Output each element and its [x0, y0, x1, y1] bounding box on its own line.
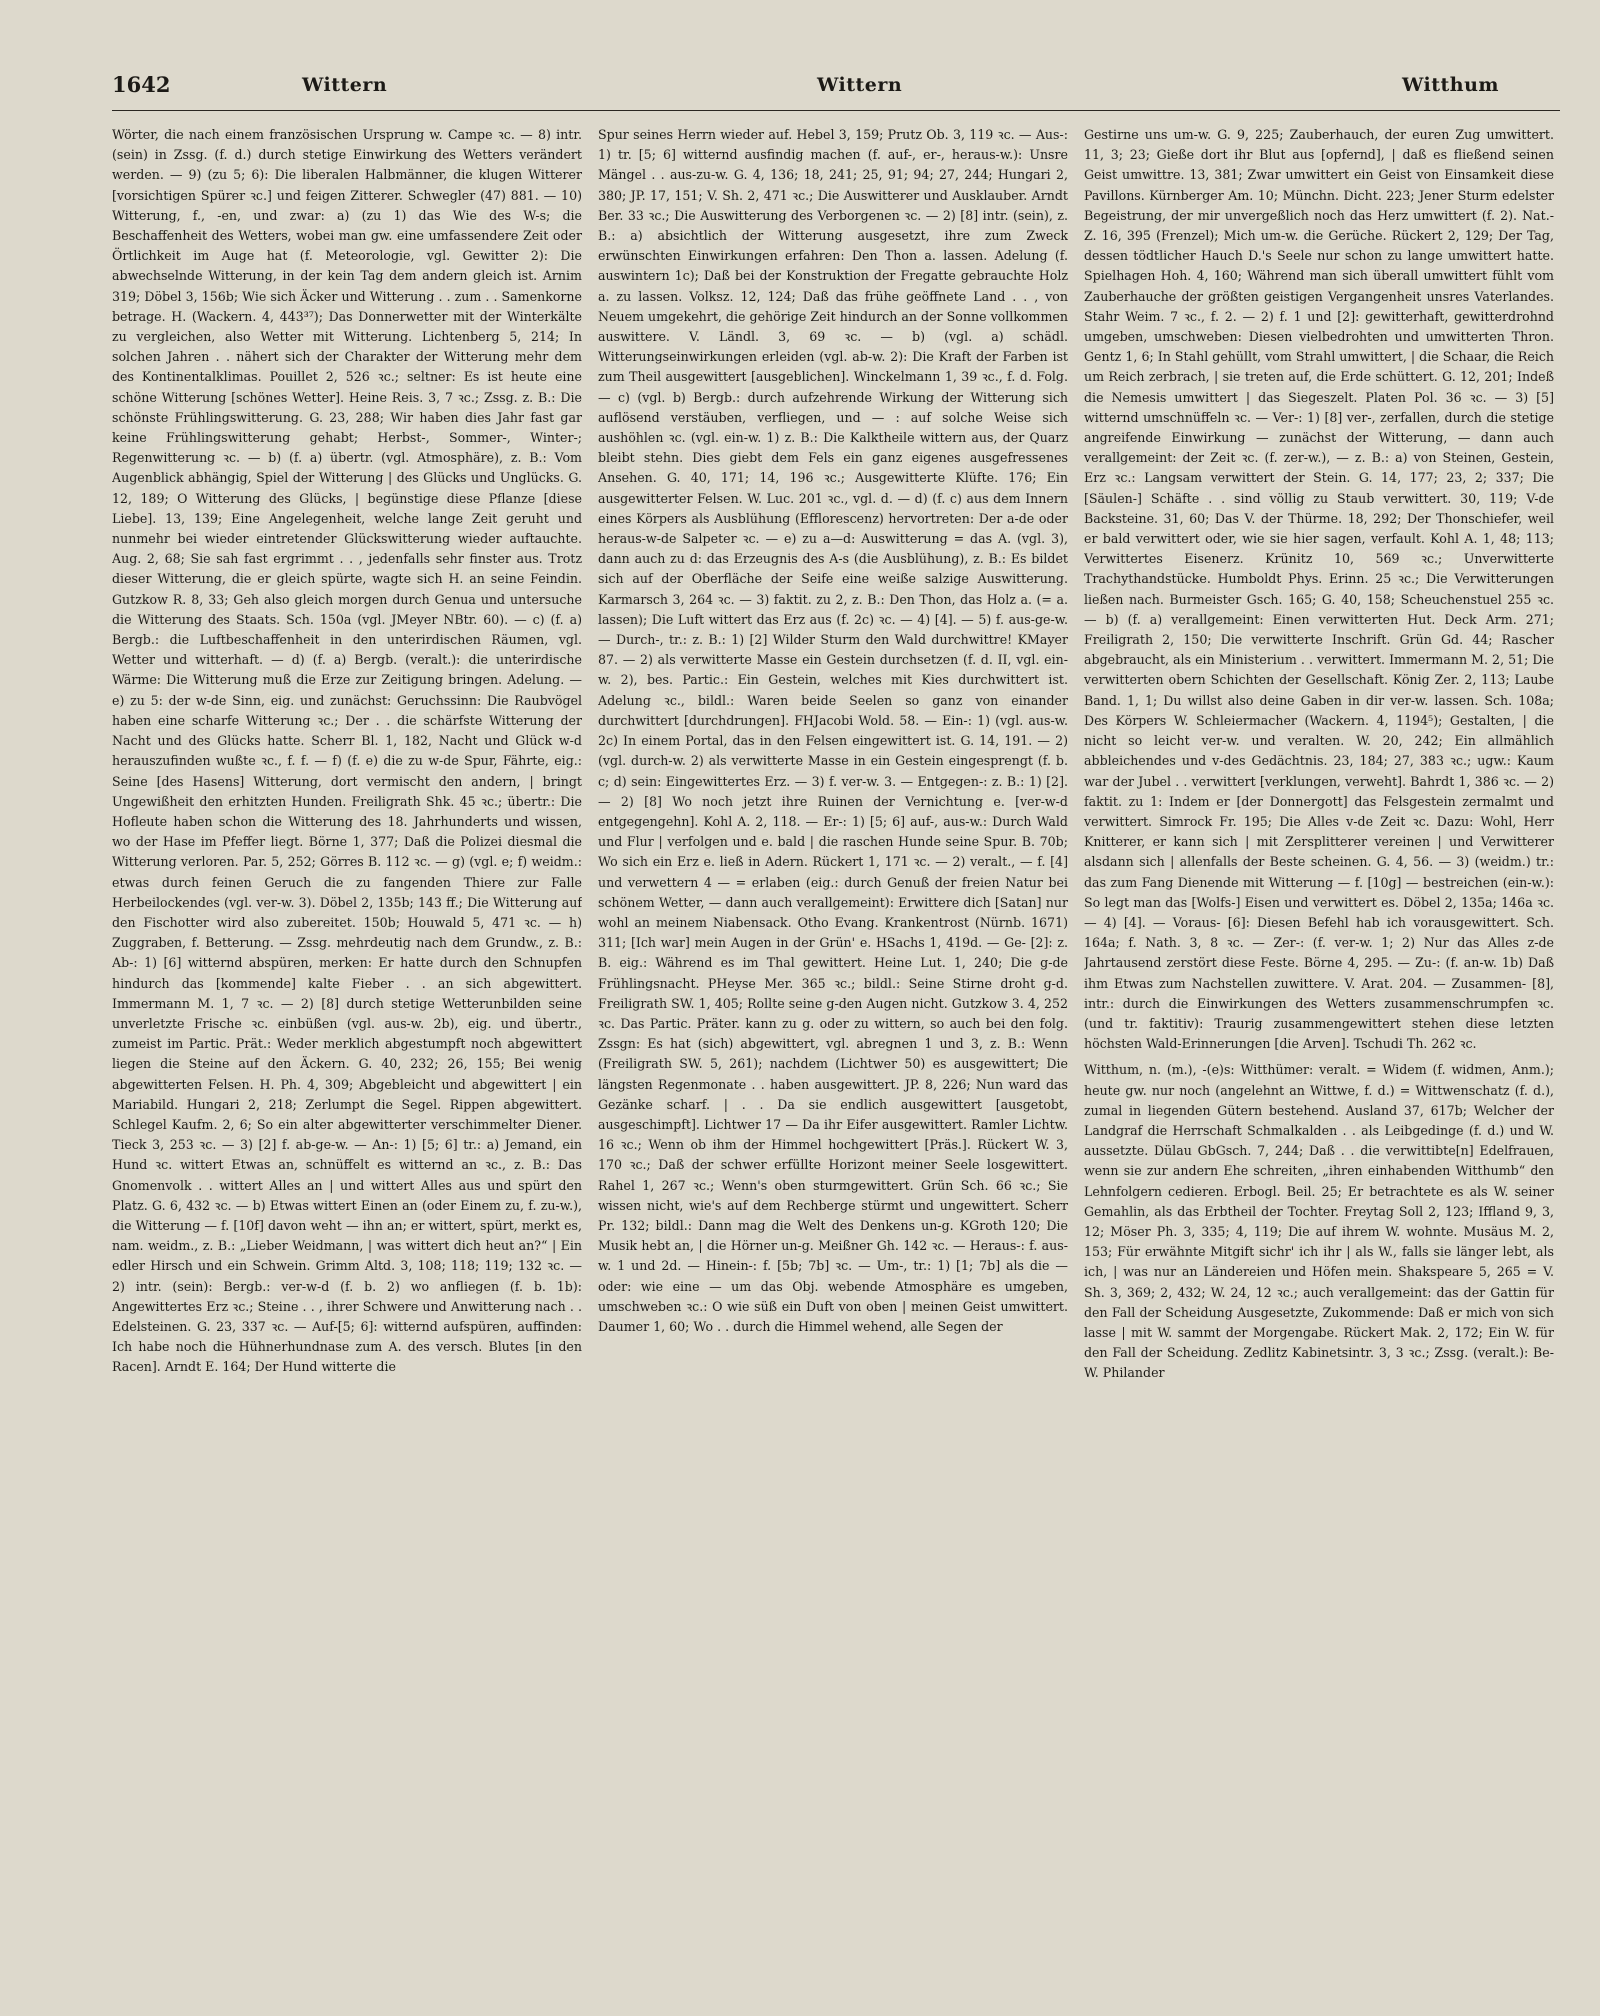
- column-middle: [598, 125, 1068, 2005]
- entry-witthum: Witthum, n. (m.), -(e)s: Witthümer: veralt. = Widem (f. widmen, Anm.); heute gw. nur noch (angelehnt an Wittwe, f. d.) = Wittwenschatz (f. d.), zumal in liegenden Gütern bestehend. Ausland 37, 617b; Welcher der Landgraf die Herrschaft Schmalkalden . . als Leibgedinge (f. d.) und W. aussetzte. Dülau GbGsch. 7, 244; Daß . . die verwittibte[n] Edelfrauen, wenn sie zur andern Ehe schreiten, „ihren einhabenden Witthumb“ den Lehnfolgern cedieren. Erbogl. Beil. 25; Er betrachtete es als W. seiner Gemahlin, als das Erbtheil der Tochter. Freytag Soll 2, 123; Iffland 9, 3, 12; Möser Ph. 3, 335; 4, 119; Die auf ihrem W. wohnte. Musäus M. 2, 153; Für erwähnte Mitgift sichr' ich ihr | als W., falls sie länger lebt, als ich, | was nur an Ländereien und Höfen mein. Shakspeare 5, 265 = V. Sh. 3, 369; 2, 432; W. 24, 12 ꝛc.; auch verallgemeint: das der Gattin für den Fall der Scheidung Ausgesetzte, Zukommende: Daß er mich von sich lasse | mit W. sammt der Morgengabe. Rückert Mak. 2, 172; Ein W. für den Fall der Scheidung. Zedlitz Kabinetsintr. 3, 3 ꝛc.; Zssg. (veralt.): Be-W. Philander: [1084, 1062, 1554, 1381]
- page-header: [112, 70, 1560, 111]
- column-paragraph: Wörter, die nach einem französischen Ursprung w. Campe ꝛc. — 8) intr. (sein) in Zssg. (f. d.) durch stetige Einwirkung des Wetters verändert werden. — 9) (zu 5; 6): Die liberalen Halbmänner, die klugen Witterer [vorsichtigen Spürer ꝛc.] und feigen Zitterer. Schwegler (47) 881. — 10) Witterung, f., -en, und zwar: a) (zu 1) das Wie des W-s; die Beschaffenheit des Wetters, wobei man gw. eine umfassendere Zeit oder Örtlichkeit im Auge hat (f. Meteorologie, vgl. Gewitter 2): Die abwechselnde Witterung, in der kein Tag dem andern gleich ist. Arnim 319; Döbel 3, 156b; Wie sich Äcker und Witterung . . zum . . Samenkorne betrage. H. (Wackern. 4, 443³⁷); Das Donnerwetter mit der Winterkälte zu vergleichen, also Wetter mit Witterung. Lichtenberg 5, 214; In solchen Jahren . . nähert sich der Charakter der Witterung mehr dem des Kontinentalklimas. Pouillet 2, 526 ꝛc.; seltner: Es ist heute eine schöne Witterung [schönes Wetter]. Heine Reis. 3, 7 ꝛc.; Zssg. z. B.: Die schönste Frühlingswitterung. G. 23, 288; Wir haben dies Jahr fast gar keine Frühlingswitterung gehabt; Herbst-, Sommer-, Winter-; Regenwitterung ꝛc. — b) (f. a) übertr. (vgl. Atmosphäre), z. B.: Vom Augenblick abhängig, Spiel der Witterung | des Glücks und Unglücks. G. 12, 189; O Witterung des Glücks, | begünstige diese Pflanze [diese Liebe]. 13, 139; Eine Angelegenheit, welche lange Zeit geruht und nunmehr bei wieder eintretender Glückswitterung wieder auftauchte. Aug. 2, 68; Sie sah fast ergrimmt . . , jedenfalls sehr finster aus. Trotz dieser Witterung, die er gleich spürte, wagte sich H. an seine Feindin. Gutzkow R. 8, 33; Geh also gleich morgen durch Genua und untersuche die Witterung des Staats. Sch. 150a (vgl. JMeyer NBtr. 60). — c) (f. a) Bergb.: die Luftbeschaffenheit in den unterirdischen Räumen, vgl. Wetter und witterhaft. — d) (f. a) Bergb. (veralt.): die unterirdische Wärme: Die Witterung muß die Erze zur Zeitigung bringen. Adelung. — e) zu 5: der w-de Sinn, eig. und zunächst: Geruchssinn: Die Raubvögel haben eine scharfe Witterung ꝛc.; Der . . die schärfste Witterung der Nacht und des Glücks hatte. Scherr Bl. 1, 182, Nacht und Glück w-d herauszufinden wußte ꝛc., f. f. — f) (f. e) die zu w-de Spur, Fährte, eig.: Seine [des Hasens] Witterung, dort vermischt den andern, | bringt Ungewißheit den erhitzten Hunden. Freiligrath Shk. 45 ꝛc.; übertr.: Die Hofleute haben schon die Witterung des 18. Jahrhunderts und wissen, wo der Hase im Pfeffer liegt. Börne 1, 377; Daß die Polizei diesmal die Witterung verloren. Par. 5, 252; Görres B. 112 ꝛc. — g) (vgl. e; f) weidm.: etwas durch feinen Geruch die zu fangenden Thiere zur Falle Herbeilockendes (vgl. ver-w. 3). Döbel 2, 135b; 143 ff.; Die Witterung auf den Fischotter wird also zubereitet. 150b; Houwald 5, 471 ꝛc. — h) Zuggraben, f. Betterung. — Zssg. mehrdeutig nach dem Grundw., z. B.: Ab-: 1) [6] witternd abspüren, merken: Er hatte durch den Schnupfen hindurch das [kommende] kalte Fieber . . an sich abgewittert. Immermann M. 1, 7 ꝛc. — 2) [8] durch stetige Wetterunbilden seine unverletzte Frische ꝛc. einbüßen (vgl. aus-w. 2b), eig. und übertr., zumeist im Partic. Prät.: Weder merklich abgestumpft noch abgewittert liegen die Steine auf den Äckern. G. 40, 232; 26, 155; Bei wenig abgewitterten Felsen. H. Ph. 4, 309; Abgebleicht und abgewittert | ein Mariabild. Hungari 2, 218; Zerlumpt die Segel. Rippen abgewittert. Schlegel Kaufm. 2, 6; So ein alter abgewitterter verschimmelter Diener. Tieck 3, 253 ꝛc. — 3) [2] f. ab-ge-w. — An-: 1) [5; 6] tr.: a) Jemand, ein Hund ꝛc. wittert Etwas an, schnüffelt es witternd an ꝛc., z. B.: Das Gnomenvolk . . wittert Alles an | und wittert Alles aus und spürt den Platz. G. 6, 432 ꝛc. — b) Etwas wittert Einen an (oder Einem zu, f. zu-w.), die Witterung — f. [10f] davon weht — ihn an; er wittert, spürt, merkt es, nam. weidm., z. B.: „Lieber Weidmann, | was wittert dich heut an?“ | Ein edler Hirsch und ein Schwein. Grimm Altd. 3, 108; 118; 119; 132 ꝛc. — 2) intr. (sein): Bergb.: ver-w-d (f. b. 2) wo anfliegen (f. b. 1b): Angewittertes Erz ꝛc.; Steine . . , ihrer Schwere und Anwitterung nach . . Edelsteinen. G. 23, 337 ꝛc. — Auf-[5; 6]: witternd aufspüren, auffinden: Ich habe noch die Hühnerhundnase zum A. des versch. Blutes [in den Racen]. Arndt E. 164; Der Hund witterte die: [112, 127, 582, 1375]
- running-head-right: Witthum: [1402, 74, 1500, 96]
- column-left: [112, 125, 582, 2005]
- running-head-left: Wittern: [302, 74, 388, 96]
- running-head-center: Wittern: [817, 74, 903, 96]
- text-columns: [112, 125, 1560, 2005]
- page-number: 1642: [112, 72, 171, 97]
- column-right: [1084, 125, 1554, 2005]
- column-paragraph: Spur seines Herrn wieder auf. Hebel 3, 159; Prutz Ob. 3, 119 ꝛc. — Aus-: 1) tr. [5; 6] witternd ausfindig machen (f. auf-, er-, heraus-w.): Unsre Mängel . . aus-zu-w. G. 4, 136; 18, 241; 25, 91; 94; 27, 244; Hungari 2, 380; JP. 17, 151; V. Sh. 2, 471 ꝛc.; Die Auswitterer und Ausklauber. Arndt Ber. 33 ꝛc.; Die Auswitterung des Verborgenen ꝛc. — 2) [8] intr. (sein), z. B.: a) absichtlich der Witterung ausgesetzt, ihre zum Zweck erwünschten Einwirkungen erfahren: Den Thon a. lassen. Adelung (f. auswintern 1c); Daß bei der Konstruktion der Fregatte gebrauchte Holz a. zu lassen. Volksz. 12, 124; Daß das frühe geöffnete Land . . , von Neuem umgekehrt, die gehörige Zeit hindurch an der Sonne vollkommen auswittere. V. Ländl. 3, 69 ꝛc. — b) (vgl. a) schädl. Witterungseinwirkungen erleiden (vgl. ab-w. 2): Die Kraft der Farben ist zum Theil ausgewittert [ausgeblichen]. Winckelmann 1, 39 ꝛc., f. d. Folg. — c) (vgl. b) Bergb.: durch aufzehrende Wirkung der Witterung sich auflösend verstäuben, verfliegen, und — : auf solche Weise sich aushöhlen ꝛc. (vgl. ein-w. 1) z. B.: Die Kalktheile wittern aus, der Quarz bleibt stehn. Dies giebt dem Fels ein ganz eigenes ausgefressenes Ansehen. G. 40, 171; 14, 196 ꝛc.; Ausgewitterte Klüfte. 176; Ein ausgewitterter Felsen. W. Luc. 201 ꝛc., vgl. d. — d) (f. c) aus dem Innern eines Körpers als Ausblühung (Efflorescenz) hervortreten: Der a-de oder heraus-w-de Salpeter ꝛc. — e) zu a—d: Auswitterung = das A. (vgl. 3), dann auch zu d: das Erzeugnis des A-s (die Ausblühung), z. B.: Es bildet sich auf der Oberfläche der Seife eine weiße salzige Auswitterung. Karmarsch 3, 264 ꝛc. — 3) faktit. zu 2, z. B.: Den Thon, das Holz a. (= a. lassen); Die Luft wittert das Erz aus (f. 2c) ꝛc. — 4) [4]. — 5) f. aus-ge-w. — Durch-, tr.: z. B.: 1) [2] Wilder Sturm den Wald durchwittre! KMayer 87. — 2) als verwitterte Masse ein Gestein durchsetzen (f. d. II, vgl. ein-w. 2), bes. Partic.: Ein Gestein, welches mit Kies durchwittert ist. Adelung ꝛc., bildl.: Waren beide Seelen so ganz von einander durchwittert [durchdrungen]. FHJacobi Wold. 58. — Ein-: 1) (vgl. aus-w. 2c) In einem Portal, das in den Felsen eingewittert ist. G. 14, 191. — 2) (vgl. durch-w. 2) als verwitterte Masse in ein Gestein eingesprengt (f. b. c; d) sein: Eingewittertes Erz. — 3) f. ver-w. 3. — Entgegen-: z. B.: 1) [2]. — 2) [8] Wo noch jetzt ihre Ruinen der Vernichtung e. [ver-w-d entgegengehn]. Kohl A. 2, 118. — Er-: 1) [5; 6] auf-, aus-w.: Durch Wald und Flur | verfolgen und e. bald | die raschen Hunde seine Spur. B. 70b; Wo sich ein Erz e. ließ in Adern. Rückert 1, 171 ꝛc. — 2) veralt., — f. [4] und verwettern 4 — = erlaben (eig.: durch Genuß der freien Natur bei schönem Wetter, — dann auch verallgemeint): Erwittere dich [Satan] nur wohl an meinem Niabensack. Otho Evang. Krankentrost (Nürnb. 1671) 311; [Ich war] mein Augen in der Grün' e. HSachs 1, 419d. — Ge- [2]: z. B. eig.: Während es im Thal gewittert. Heine Lut. 1, 240; Die g-de Frühlingsnacht. PHeyse Mer. 365 ꝛc.; bildl.: Seine Stirne droht g-d. Freiligrath SW. 1, 405; Rollte seine g-den Augen nicht. Gutzkow 3. 4, 252 ꝛc. Das Partic. Präter. kann zu g. oder zu wittern, so auch bei den folg. Zssgn: Es hat (sich) abgewittert, vgl. abregnen 1 und 3, z. B.: Wenn (Freiligrath SW. 5, 261); nachdem (Lichtwer 50) es ausgewittert; Die längsten Regenmonate . . haben ausgewittert. JP. 8, 226; Nun ward das Gezänke scharf. | . . Da sie endlich ausgewittert [ausgetobt, ausgeschimpft]. Lichtwer 17 — Da ihr Eifer ausgewittert. Ramler Lichtw. 16 ꝛc.; Wenn ob ihm der Himmel hochgewittert [Präs.]. Rückert W. 3, 170 ꝛc.; Daß der schwer erfüllte Horizont meiner Seele losgewittert. Rahel 1, 267 ꝛc.; Wenn's oben sturmgewittert. Grün Sch. 66 ꝛc.; Sie wissen nicht, wie's auf dem Rechberge stürmt und ungewittert. Scherr Pr. 132; bildl.: Dann mag die Welt des Denkens un-g. KGroth 120; Die Musik hebt an, | die Hörner un-g. Meißner Gh. 142 ꝛc. — Heraus-: f. aus-w. 1 und 2d. — Hinein-: f. [5b; 7b] ꝛc. — Um-, tr.: 1) [1; 7b] als die — oder: wie eine — um das Obj. webende Atmosphäre es umgeben, umschweben ꝛc.: O wie süß ein Duft von oben | meinen Geist umwittert. Daumer 1, 60; Wo . . durch die Himmel wehend, alle Segen der: [598, 127, 1068, 1334]
- column-paragraph: Gestirne uns um-w. G. 9, 225; Zauberhauch, der euren Zug umwittert. 11, 3; 23; Gieße dort ihr Blut aus [opfernd], | daß es fließend seinen Geist umwittre. 13, 381; Zwar umwittert ein Geist von Einsamkeit diese Pavillons. Kürnberger Am. 10; Münchn. Dicht. 223; Jener Sturm edelster Begeistrung, der mir unvergeßlich noch das Herz umwittert (f. 2). Nat.-Z. 16, 395 (Frenzel); Mich um-w. die Gerüche. Rückert 2, 129; Der Tag, dessen tödtlicher Hauch D.'s Seele nur schon zu lange umwittert hatte. Spielhagen Hoh. 4, 160; Während man sich überall umwittert fühlt vom Zauberhauche der größten geistigen Vergangenheit unsres Vaterlandes. Stahr Weim. 7 ꝛc., f. 2. — 2) f. 1 und [2]: gewitterhaft, gewitterdrohnd umgeben, umschweben: Diesen vielbedrohten und umwitterten Thron. Gentz 1, 6; In Stahl gehüllt, vom Strahl umwittert, | die Schaar, die Reich um Reich zerbrach, | sie treten auf, die Erde schüttert. G. 12, 201; Indeß die Nemesis umwittert | das Siegeszelt. Platen Pol. 36 ꝛc. — 3) [5] witternd umschnüffeln ꝛc. — Ver-: 1) [8] ver-, zerfallen, durch die stetige angreifende Einwirkung — zunächst der Witterung, — dann auch verallgemeint: der Zeit ꝛc. (f. zer-w.), — z. B.: a) von Steinen, Gestein, Erz ꝛc.: Langsam verwittert der Stein. G. 14, 177; 23, 2; 337; Die [Säulen-] Schäfte . . sind völlig zu Staub verwittert. 30, 119; V-de Backsteine. 31, 60; Das V. der Thürme. 18, 292; Der Thonschiefer, weil er bald verwittert oder, wie sie hier sagen, verfault. Kohl A. 1, 48; 113; Verwittertes Eisenerz. Krünitz 10, 569 ꝛc.; Unverwitterte Trachythandstücke. Humboldt Phys. Erinn. 25 ꝛc.; Die Verwitterungen ließen nach. Burmeister Gsch. 165; G. 40, 158; Scheuchenstuel 255 ꝛc. — b) (f. a) verallgemeint: Einen verwitterten Hut. Deck Arm. 271; Freiligrath 2, 150; Die verwitterte Inschrift. Grün Gd. 44; Rascher abgebraucht, als ein Ministerium . . verwittert. Immermann M. 2, 51; Die verwitterten obern Schichten der Gesellschaft. König Zer. 2, 113; Laube Band. 1, 1; Du willst also deine Gaben in dir ver-w. lassen. Sch. 108a; Des Körpers W. Schleiermacher (Wackern. 4, 1194⁵); Gestalten, | die nicht so leicht ver-w. und veralten. W. 20, 242; Ein allmählich abbleichendes und v-des Gedächtnis. 23, 184; 27, 383 ꝛc.; ugw.: Kaum war der Jubel . . verwittert [verklungen, verweht]. Bahrdt 1, 386 ꝛc. — 2) faktit. zu 1: Indem er [der Donnergott] das Felsgestein zermalmt und verwittert. Simrock Fr. 195; Die Alles v-de Zeit ꝛc. Dazu: Wohl, Herr Knitterer, er kann sich | mit Zersplitterer vereinen | und Verwitterer alsdann sich | allenfalls der Beste scheinen. G. 4, 56. — 3) (weidm.) tr.: das zum Fang Dienende mit Witterung — f. [10g] — bestreichen (ein-w.): So legt man das [Wolfs-] Eisen und verwittert es. Döbel 2, 135a; 146a ꝛc. — 4) [4]. — Voraus- [6]: Diesen Befehl hab ich vorausgewittert. Sch. 164a; f. Nath. 3, 8 ꝛc. — Zer-: (f. ver-w. 1; 2) Nur das Alles z-de Jahrtausend zerstört diese Feste. Börne 4, 295. — Zu-: (f. an-w. 1b) Daß ihm Etwas zum Nachstellen zuwittere. V. Arat. 204. — Zusammen- [8], intr.: durch die Einwirkungen des Wetters zusammenschrumpfen ꝛc. (und tr. faktitiv): Traurig zusammengewittert stehen diese letzten höchsten Wald-Erinnerungen [die Arven]. Tschudi Th. 262 ꝛc.: [1084, 127, 1554, 1052]
